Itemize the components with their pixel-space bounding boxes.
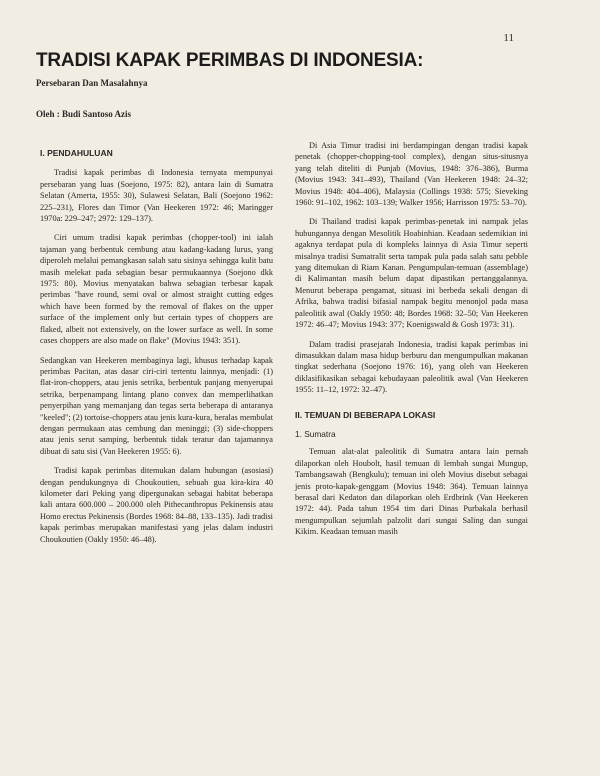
section-heading-temuan: II. TEMUAN DI BEBERAPA LOKASI <box>295 409 436 420</box>
subsection-heading-sumatra: 1. Sumatra <box>295 428 336 439</box>
article-title: TRADISI KAPAK PERIMBAS DI INDONESIA: <box>36 50 424 71</box>
paragraph: Temuan alat-alat paleolitik di Sumatra antara lain pernah dilaporkan oleh Houbolt, hasil temuan di lembah sungai Mungup, Tambangsawah (Bengkulu); temuan ini oleh Movius disebut sebagai jenis proto-kapak-genggam (Movius 1948: 364). Temuan lainnya berasal dari Kedaton dan dilaporkan oleh Erdbrink (Van Heekeren 1972: 44). Pada tahun 1954 tim dari Dinas Purbakala berhasil mengumpulkan sejumlah palzolit dari sungai Saling dan sungai Kikim. Keadaan temuan masih <box>295 447 528 537</box>
page-number: 11 <box>503 32 514 44</box>
paragraph: Sedangkan van Heekeren membaginya lagi, khusus terhadap kapak perimbas Pacitan, atas dasar ciri-ciri tertentu lainnya, menjadi: (1) flat-iron-choppers, atau jenis setrika, berbentuk panjang menyerupai setrika, berpenampang lintang plano convex dan memperlihatkan penyerpihan yang memanjang dan tegas serta beberapa di antaranya "keeled"; (2) tortoise-choppers atau jenis kura-kura, beralas membulat dengan permukaan atas cembung dan meninggi; (3) side-choppers atau jenis serut samping, berbentuk tidak teratur dan tajamannya dibuat di satu sisi (Van Heekeren 1955: 6). <box>40 355 274 456</box>
paragraph: Tradisi kapak perimbas di Indonesia ternyata mempunyai persebaran yang luas (Soejono, 1975: 82), antara lain di Sumatra Selatan (Amerta, 1955: 30), Sulawesi Selatan, Bali (Soejono 1962: 225–231), Flores dan Timor (Van Heekeren 1972: 46; Maringger 1970a: 229–247; 2972: 129–137). <box>40 168 273 224</box>
left-column <box>40 148 273 553</box>
paragraph: Ciri umum tradisi kapak perimbas (chopper-tool) ini ialah tajaman yang berbentuk cembung atau kadang-kadang lurus, yang diperoleh melalui pemangkasan salah satu sisinya sehingga kulit batu masih melekat pada sebagian besar permukaannya (Soejono dkk 1975: 80). Movius menyatakan bahwa sebagian terbesar kapak perimbas "have round, semi oval or almost straight cutting edges which have been formed by the removal of flakes on the upper surface of the implement only but certain types of choppers are flaked, albeit not extensively, on the lower surface as well. In some cases choppers are also made on flake" (Movius 1943: 351). <box>40 233 273 346</box>
right-column <box>295 140 528 546</box>
paragraph: Tradisi kapak perimbas ditemukan dalam hubungan (asosiasi) dengan pendukungnya di Choukoutien, sebuah gua kira-kira 40 kilometer dari Peking yang dipergunakan sebagai habitat beberapa kali antara 600.000 – 200.000 oleh Pithecanthropus Pekinensis atau Homo erectus Pekinensis (Bordes 1968: 84–88, 133–135). Jadi tradisi kapak perimbas merupakan manifestasi yang jelas dalam industri Choukoutien (Oakly 1950: 46–48). <box>40 466 273 544</box>
paragraph: Di Asia Timur tradisi ini berdampingan dengan tradisi kapak penetak (chopper-chopping-tool complex), dengan situs-situsnya yang telah diteliti di Punjab (Movius, 1948: 376–386), Burma (Movius 1943: 341–493), Thailand (Van Heekeren 1948: 24–32; Movius 1948: 404–406), Malaysia (Collings 1938: 575; Sieveking 1960: 91–102, 1962: 103–139; Walker 1956; Harrisson 1975: 53–70). <box>295 141 528 208</box>
paragraph: Di Thailand tradisi kapak perimbas-penetak ini nampak jelas hubungannya dengan Mesolitik Hoabinhian. Keadaan sedemikian ini agaknya terdapat pula di kompleks lainnya di Asia Timur seperti misalnya tradisi Sumatralit serta tampak pula pada salah satu pebble yang ditemukan di Riam Kanan. Pengumpulan-temuan (assemblage) di Kalimantan masih belum dapat dipastikan pertanggalannya. Menurut beberapa pengamat, situasi ini berbeda sekali dengan di Afrika, bahwa tradisi bifasial nampak begitu menonjol pada masa paleolitik awal (Oakly 1950: 48; Bordes 1968: 32–50; Van Heekeren 1972: 46–47; Movius 1943: 377; Koenigswald & Gosh 1973: 31). <box>295 217 528 330</box>
paragraph: Dalam tradisi prasejarah Indonesia, tradisi kapak perimbas ini dimasukkan dalam masa hidup berburu dan mengumpulkan makanan tingkat sederhana (Soejono 1976: 16), yang oleh van Heekeren diklasifikasikan sebagai kebudayaan paleolitik awal (Van Heekeren 1955: 11–12, 1972: 32–47). <box>295 339 528 395</box>
section-heading-pendahuluan: I. PENDAHULUAN <box>40 148 113 158</box>
article-subtitle: Persebaran Dan Masalahnya <box>36 78 148 88</box>
author-line: Oleh : Budi Santoso Azis <box>36 109 132 119</box>
